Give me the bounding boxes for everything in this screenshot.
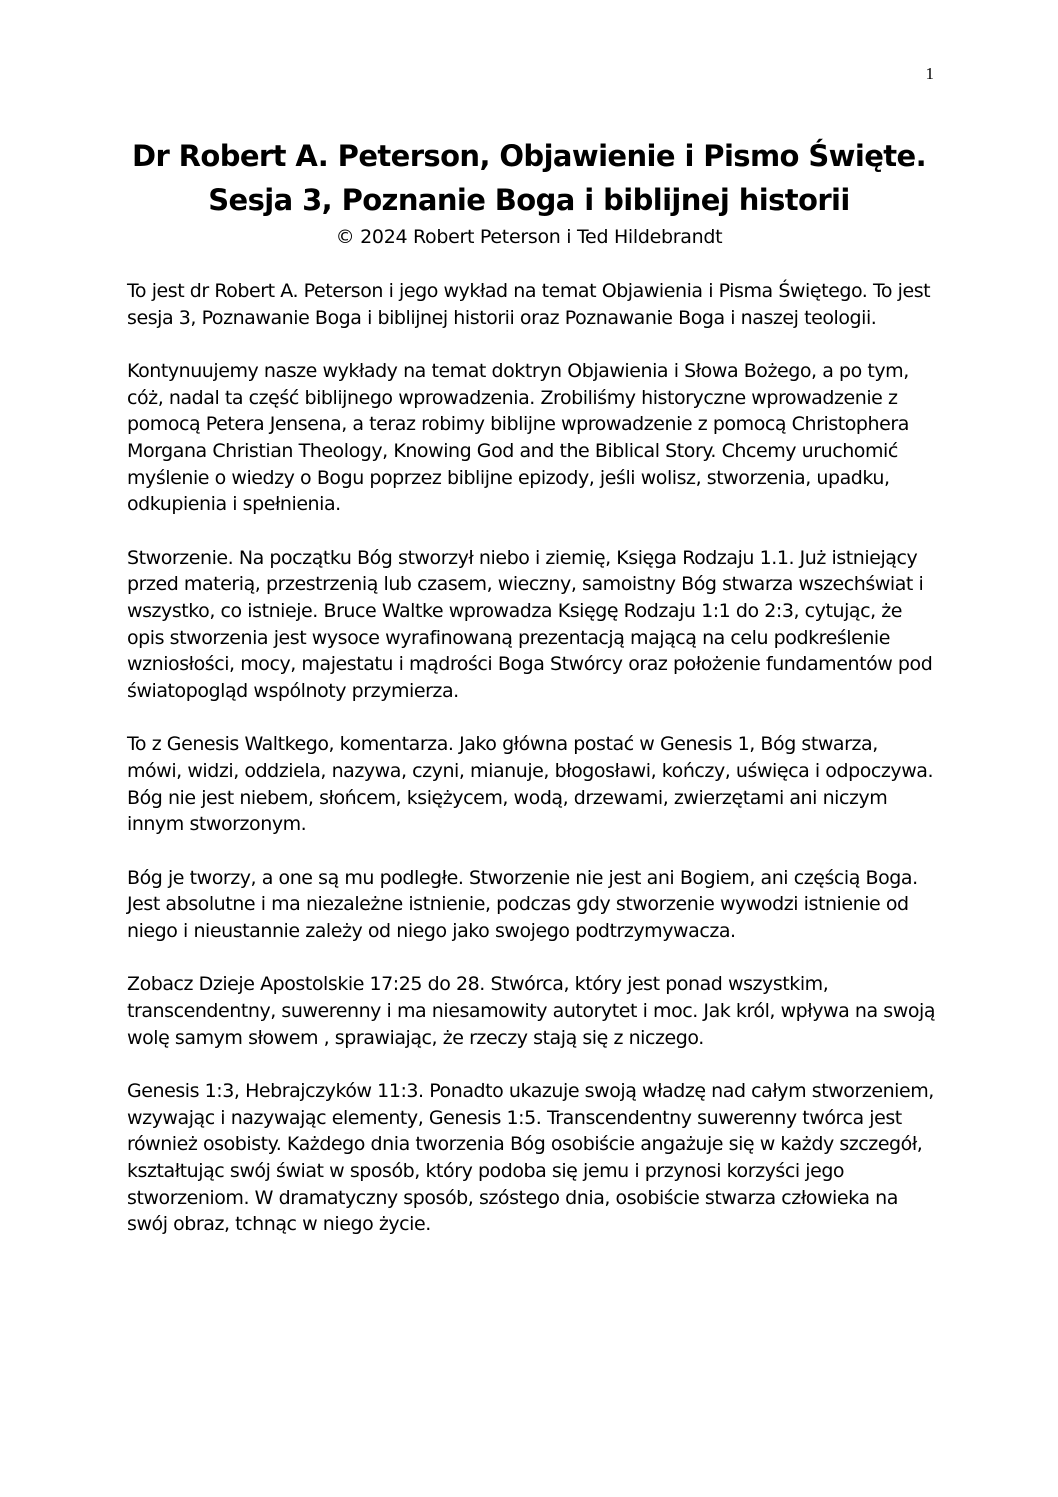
paragraph-acts: Zobacz Dzieje Apostolskie 17:25 do 28. Stwórca, który jest ponad wszystkim, transcendentny, suwerenny i ma niesamowity autorytet i moc. Jak król, wpływa na swoją wolę samym słowem , sprawiając, że rzeczy stają się z niczego. (127, 973, 936, 1049)
body-text (127, 278, 937, 1265)
page-number: 1 (925, 64, 934, 83)
paragraph-creation: Stworzenie. Na początku Bóg stworzył niebo i ziemię, Księga Rodzaju 1.1. Już istniejący przed materią, przestrzenią lub czasem, wieczny, samoistny Bóg stwarza wszechświat i wszystko, co istnieje. Bruce Waltke wprowadza Księgę Rodzaju 1:1 do 2:3, cytując, że opis stworzenia jest wysoce wyrafinowaną prezentacją mającą na celu podkreślenie wzniosłości, mocy, majestatu i mądrości Boga Stwórcy oraz położenie fundamentów pod światopogląd wspólnoty przymierza. (127, 546, 933, 702)
title-block (100, 134, 958, 250)
document-title-line-2: Sesja 3, Poznanie Boga i biblijnej historii (208, 183, 850, 217)
document-title-line-1: Dr Robert A. Peterson, Objawienie i Pismo Święte. (131, 139, 927, 173)
paragraph-genesis-hebrews: Genesis 1:3, Hebrajczyków 11:3. Ponadto ukazuje swoją władzę nad całym stworzeniem, wzywając i nazywając elementy, Genesis 1:5. Transcendentny suwerenny twórca jest również osobisty. Każdego dnia tworzenia Bóg osobiście angażuje się w każdy szczegół, kształtując swój świat w sposób, który podoba się jemu i przynosi korzyści jego stworzeniom. W dramatyczny sposób, szóstego dnia, osobiście stwarza człowieka na swój obraz, tchnąc w niego życie. (127, 1080, 934, 1236)
paragraph-god-creates: Bóg je tworzy, a one są mu podległe. Stworzenie nie jest ani Bogiem, ani częścią Boga. Jest absolutne i ma niezależne istnienie, podczas gdy stworzenie wywodzi istnienie od niego i nieustannie zależy od niego jako swojego podtrzymywacza. (127, 866, 918, 942)
paragraph-genesis-waltke: To z Genesis Waltkego, komentarza. Jako główna postać w Genesis 1, Bóg stwarza, mówi, widzi, oddziela, nazywa, czyni, mianuje, błogosławi, kończy, uświęca i odpoczywa. Bóg nie jest niebem, słońcem, księżycem, wodą, drzewami, zwierzętami ani niczym innym stworzonym. (127, 733, 934, 836)
paragraph-intro: To jest dr Robert A. Peterson i jego wykład na temat Objawienia i Pisma Świętego. To jest sesja 3, Poznawanie Boga i biblijnej historii oraz Poznawanie Boga i naszej teologii. (127, 280, 931, 329)
paragraph-continuation: Kontynuujemy nasze wykłady na temat doktryn Objawienia i Słowa Bożego, a po tym, cóż, nadal ta część biblijnego wprowadzenia. Zrobiliśmy historyczne wprowadzenie z pomocą Petera Jensena, a teraz robimy biblijne wprowadzenie z pomocą Christophera Morgana Christian Theology, Knowing God and the Biblical Story. Chcemy uruchomić myślenie o wiedzy o Bogu poprzez biblijne epizody, jeśli wolisz, stworzenia, upadku, odkupienia i spełnienia. (127, 360, 909, 516)
copyright-notice: © 2024 Robert Peterson i Ted Hildebrandt (335, 226, 723, 248)
